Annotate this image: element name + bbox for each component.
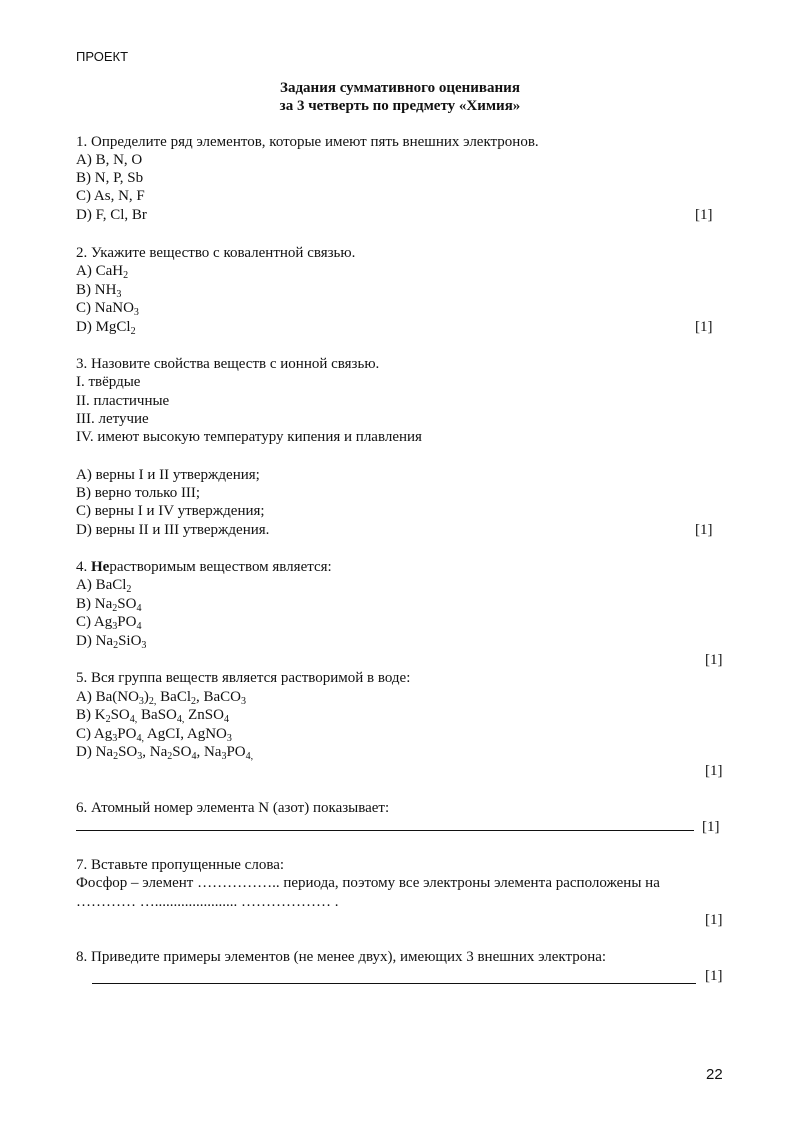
page-title-line1: Задания суммативного оценивания bbox=[280, 80, 520, 96]
q5-option-d: D) $Na_2SO_3$, $Na_2SO_4$, $Na_3PO_{4,}$ bbox=[76, 744, 254, 762]
question-6: 6. Атомный номер элемента N (азот) показывает: bbox=[76, 800, 390, 816]
question-5: 5. Вся группа веществ является растворимой в воде: bbox=[76, 670, 411, 686]
q2-option-a: A) CaH$_2$ bbox=[76, 263, 129, 281]
q2-option-d: D) MgCl$_2$ bbox=[76, 319, 136, 337]
q4-score: [1] bbox=[705, 652, 723, 668]
draft-label: ПРОЕКТ bbox=[76, 49, 129, 64]
page-title-line2: за 3 четверть по предмету «Химия» bbox=[279, 98, 521, 114]
q4-option-d: D) $Na_2SiO_3$ bbox=[76, 633, 147, 651]
question-2: 2. Укажите вещество с ковалентной связью. bbox=[76, 245, 356, 261]
q1-option-c: C) As, N, F bbox=[76, 188, 145, 204]
q4-option-a: A) BaCl$_2$ bbox=[76, 577, 132, 595]
question-1: 1. Определите ряд элементов, которые имеют пять внешних электронов. bbox=[76, 134, 539, 150]
page-number: 22 bbox=[706, 1066, 723, 1083]
q1-option-d: D) F, Cl, Br bbox=[76, 207, 147, 223]
q7-sentence-line2: ………… …...................... ……………… . bbox=[76, 894, 339, 910]
q7-score: [1] bbox=[705, 912, 723, 928]
q1-option-a: A) B, N, O bbox=[76, 152, 143, 168]
q7-sentence-line1: Фосфор – элемент …………….. периода, поэтому все электроны элемента расположены на bbox=[76, 875, 660, 891]
q6-answer-line[interactable] bbox=[76, 830, 694, 831]
question-8: 8. Приведите примеры элементов (не менее двух), имеющих 3 внешних электрона: bbox=[76, 949, 607, 965]
q6-score: [1] bbox=[702, 819, 720, 835]
q5-option-b: B) $K_2SO_{4,}$ BaSO$_{4,}$ ZnSO$_4$ bbox=[76, 707, 229, 725]
q3-option-a: A) верны I и II утверждения; bbox=[76, 467, 260, 483]
q2-score: [1] bbox=[695, 319, 713, 335]
q8-score: [1] bbox=[705, 968, 723, 984]
q5-option-a: A) $Ba(NO_3)_{2,}$ BaCl$_2$, BaCO$_3$ bbox=[76, 689, 246, 707]
q3-statement-4: IV. имеют высокую температуру кипения и плавления bbox=[76, 429, 422, 445]
q3-statement-3: III. летучие bbox=[76, 411, 149, 427]
q3-option-b: B) верно только III; bbox=[76, 485, 201, 501]
q3-statement-1: I. твёрдые bbox=[76, 374, 141, 390]
q3-statement-2: II. пластичные bbox=[76, 393, 170, 409]
question-7: 7. Вставьте пропущенные слова: bbox=[76, 857, 285, 873]
question-3: 3. Назовите свойства веществ с ионной связью. bbox=[76, 356, 380, 372]
q1-option-b: B) N, P, Sb bbox=[76, 170, 144, 186]
q3-option-c: C) верны I и IV утверждения; bbox=[76, 503, 265, 519]
q8-answer-line[interactable] bbox=[92, 983, 696, 984]
question-4: 4. Нерастворимым веществом является: bbox=[76, 559, 332, 575]
q5-score: [1] bbox=[705, 763, 723, 779]
q3-score: [1] bbox=[695, 522, 713, 538]
q4-option-b: B) $Na_2SO_4$ bbox=[76, 596, 142, 614]
q5-option-c: C) $Ag_3PO_{4,}$ AgCI, AgNO$_3$ bbox=[76, 726, 232, 744]
q3-option-d: D) верны II и III утверждения. bbox=[76, 522, 270, 538]
q1-score: [1] bbox=[695, 207, 713, 223]
q4-option-c: C) $Ag_3PO_4$ bbox=[76, 614, 142, 632]
q2-option-b: B) $NH_3$ bbox=[76, 282, 122, 300]
q2-option-c: C) NaNO$_3$ bbox=[76, 300, 139, 318]
